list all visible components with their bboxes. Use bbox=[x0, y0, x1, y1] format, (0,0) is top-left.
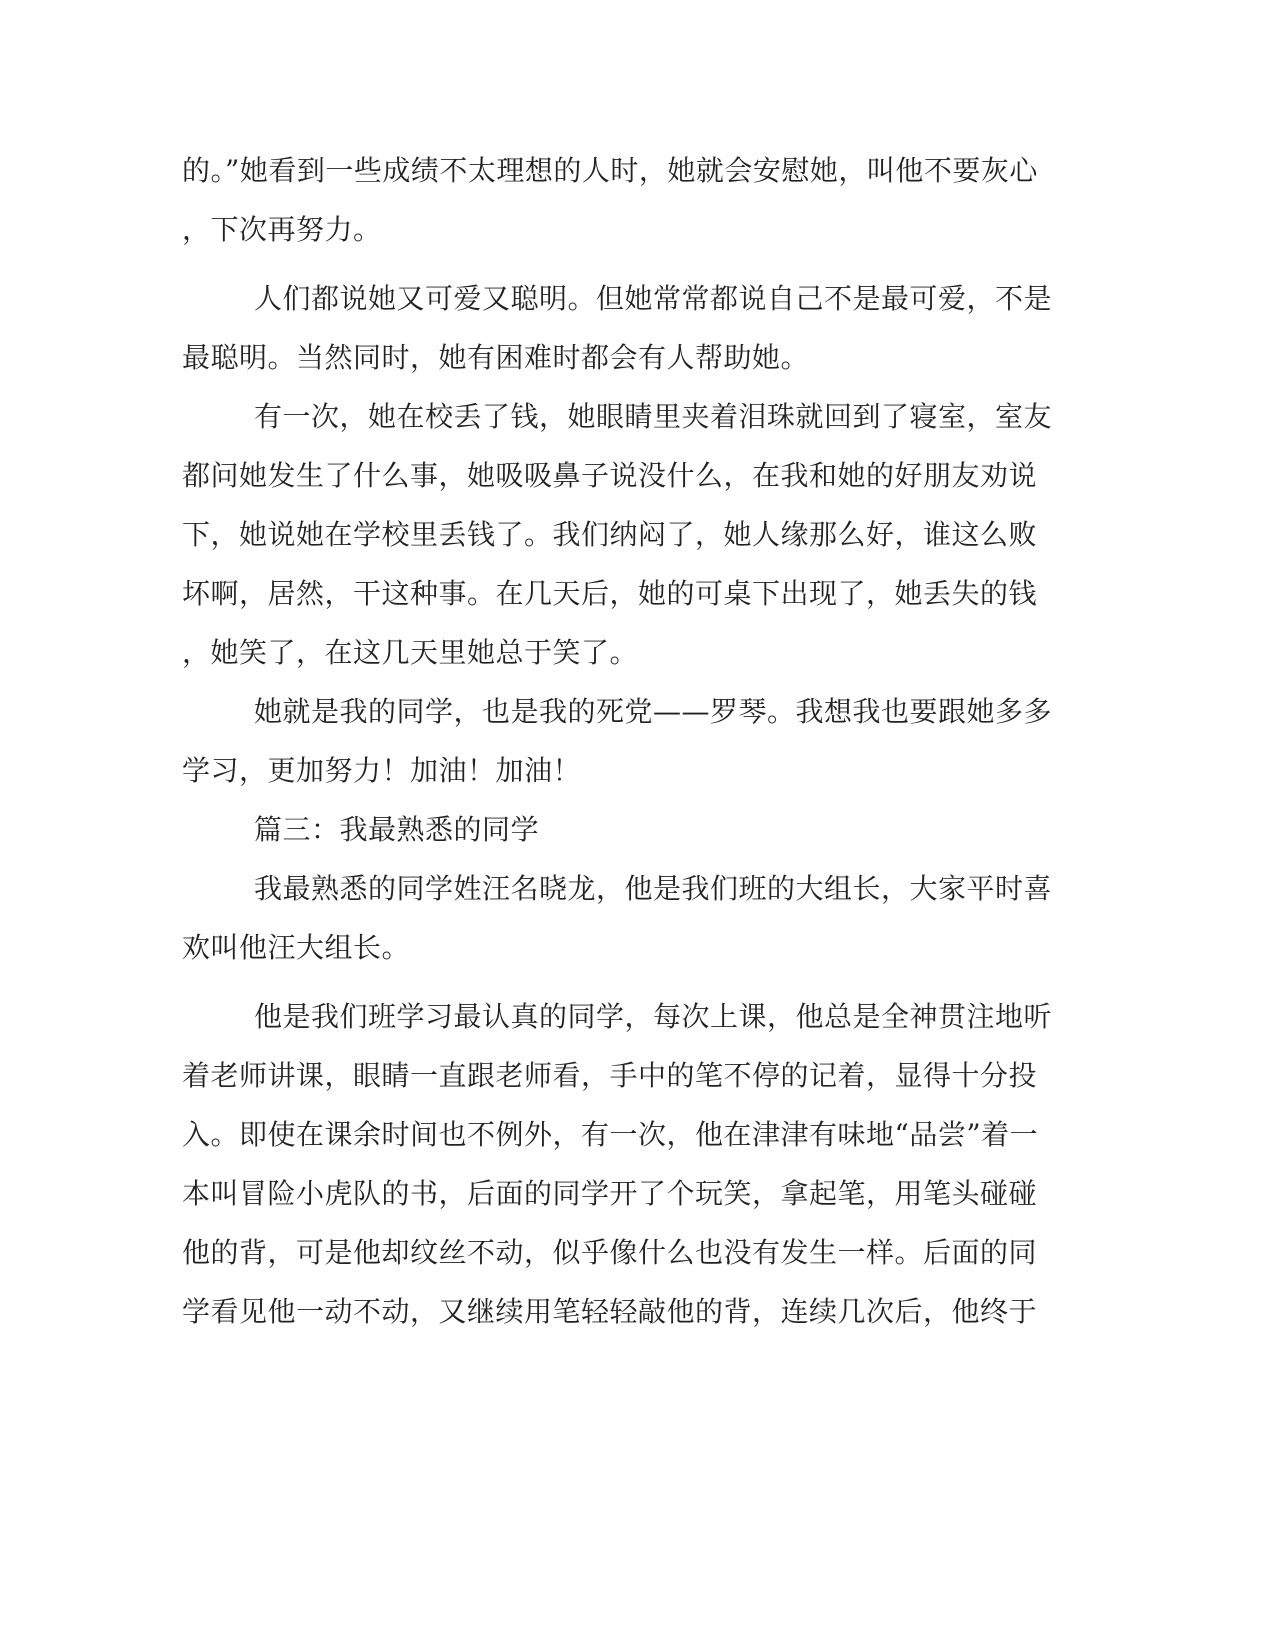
text-line: 着老师讲课，眼睛一直跟老师看，手中的笔不停的记着，显得十分投 bbox=[182, 1059, 1038, 1092]
text-line: 下，她说她在学校里丢钱了。我们纳闷了，她人缘那么好，谁这么败 bbox=[182, 518, 1038, 551]
paragraph-start-line: 有一次，她在校丢了钱，她眼睛里夹着泪珠就回到了寝室，室友 bbox=[254, 400, 1053, 433]
paragraph-start-line: 人们都说她又可爱又聪明。但她常常都说自己不是最可爱，不是 bbox=[254, 282, 1053, 315]
text-line: 的。”她看到一些成绩不太理想的人时，她就会安慰她，叫他不要灰心 bbox=[182, 154, 1038, 187]
text-line: ，下次再努力。 bbox=[182, 213, 382, 246]
text-line: 都问她发生了什么事，她吸吸鼻子说没什么，在我和她的好朋友劝说 bbox=[182, 459, 1038, 492]
text-line: 学习，更加努力！加油！加油！ bbox=[182, 754, 582, 787]
text-line: 学看见他一动不动，又继续用笔轻轻敲他的背，连续几次后，他终于 bbox=[182, 1295, 1038, 1328]
text-line: 本叫冒险小虎队的书，后面的同学开了个玩笑，拿起笔，用笔头碰碰 bbox=[182, 1177, 1038, 1210]
text-line: 坏啊，居然，干这种事。在几天后，她的可桌下出现了，她丢失的钱 bbox=[182, 577, 1038, 610]
text-line: 最聪明。当然同时，她有困难时都会有人帮助她。 bbox=[182, 341, 810, 374]
section-heading: 篇三：我最熟悉的同学 bbox=[254, 813, 540, 846]
paragraph-start-line: 我最熟悉的同学姓汪名晓龙，他是我们班的大组长，大家平时喜 bbox=[254, 872, 1053, 905]
text-line: 欢叫他汪大组长。 bbox=[182, 931, 411, 964]
text-line: ，她笑了，在这几天里她总于笑了。 bbox=[182, 636, 639, 669]
paragraph-start-line: 她就是我的同学，也是我的死党——罗琴。我想我也要跟她多多 bbox=[254, 695, 1053, 728]
text-line: 他的背，可是他却纹丝不动，似乎像什么也没有发生一样。后面的同 bbox=[182, 1236, 1038, 1269]
paragraph-start-line: 他是我们班学习最认真的同学，每次上课，他总是全神贯注地听 bbox=[254, 1000, 1053, 1033]
text-line: 入。即使在课余时间也不例外，有一次，他在津津有味地“品尝”着一 bbox=[182, 1118, 1039, 1151]
